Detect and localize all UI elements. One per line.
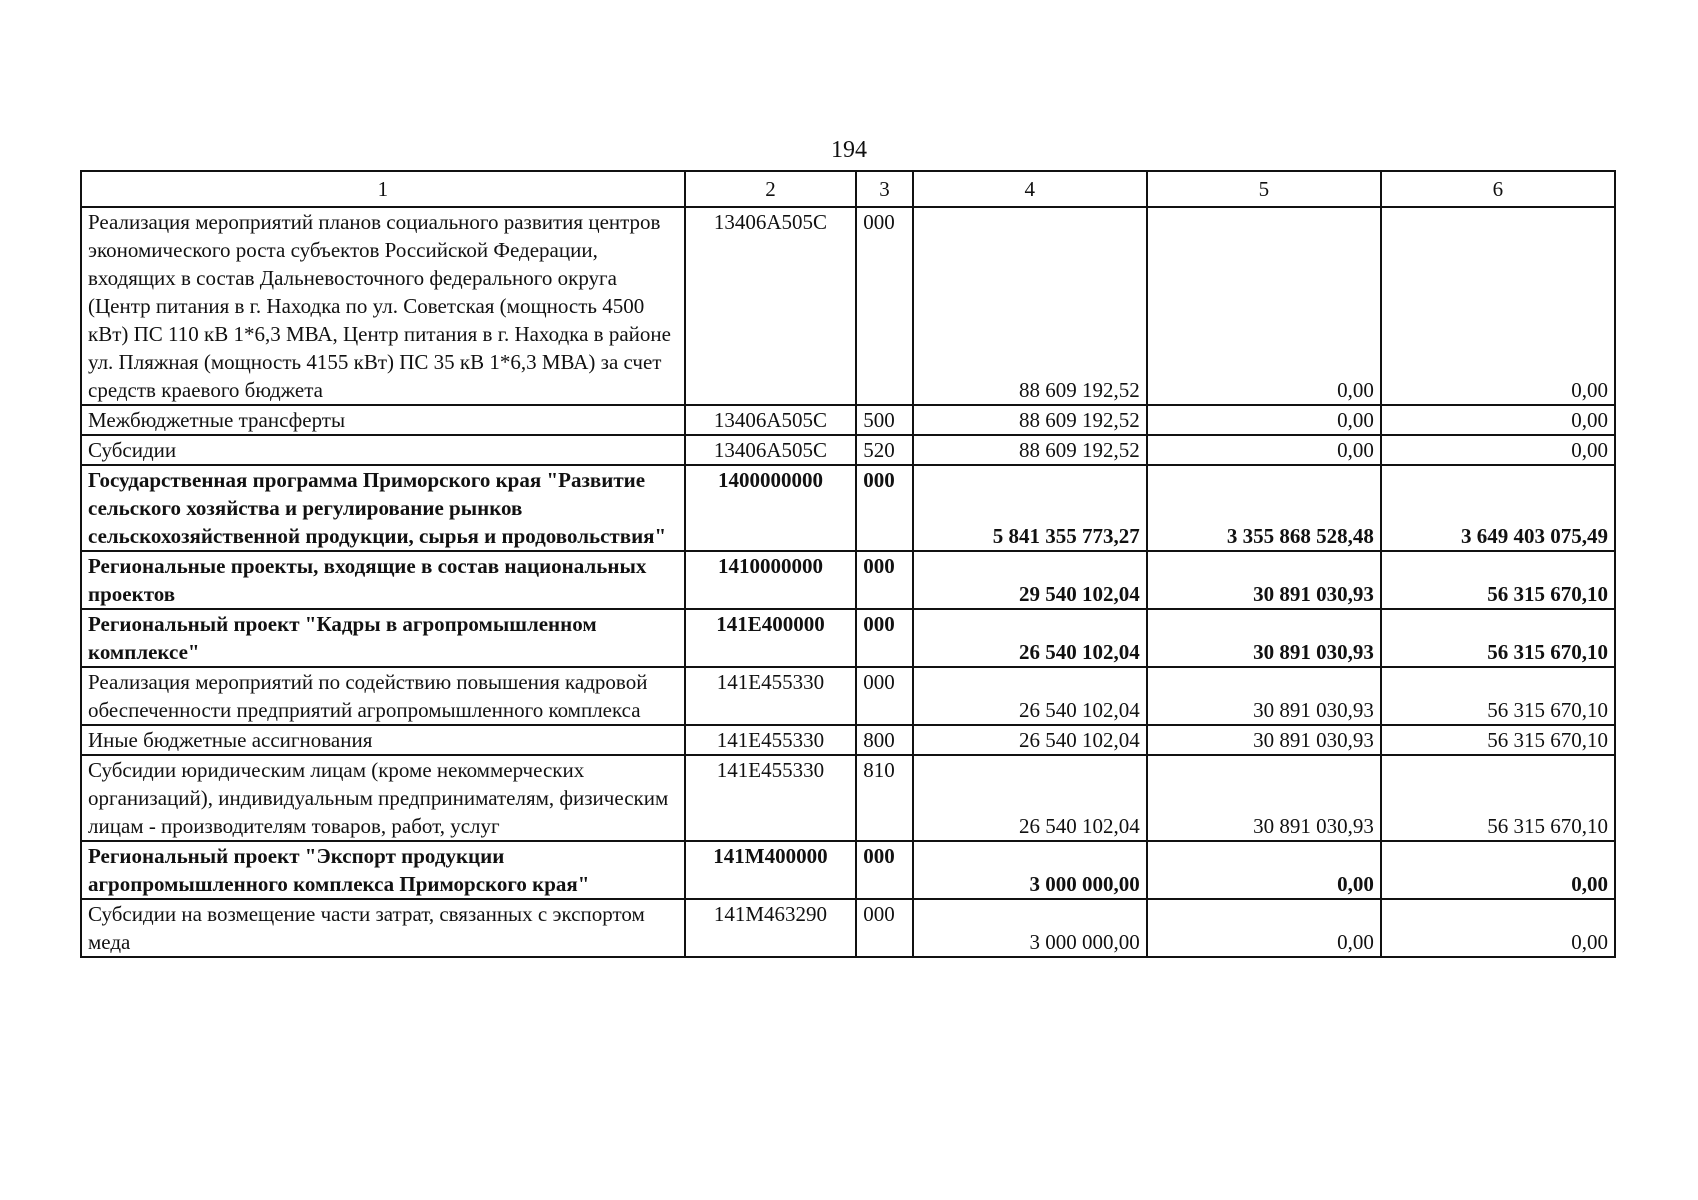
row-value-col4: 29 540 102,04 [913, 551, 1147, 609]
row-value-col6: 56 315 670,10 [1381, 609, 1615, 667]
row-name: Государственная программа Приморского края "Развитие сельского хозяйства и регулирование рынков сельскохозяйственной продукции, сырья и продовольствия" [81, 465, 685, 551]
row-value-col5: 0,00 [1147, 899, 1381, 957]
row-name: Реализация мероприятий по содействию повышения кадровой обеспеченности предприятий агропромышленного комплекса [81, 667, 685, 725]
row-target-code: 13406А505С [685, 405, 856, 435]
row-value-col4: 88 609 192,52 [913, 435, 1147, 465]
row-target-code: 13406А505С [685, 435, 856, 465]
header-cell-5: 5 [1147, 171, 1381, 207]
row-expense-type: 500 [856, 405, 912, 435]
row-expense-type: 000 [856, 207, 912, 405]
row-name: Региональные проекты, входящие в состав национальных проектов [81, 551, 685, 609]
row-value-col5: 30 891 030,93 [1147, 551, 1381, 609]
row-expense-type: 000 [856, 667, 912, 725]
row-value-col5: 3 355 868 528,48 [1147, 465, 1381, 551]
row-value-col6: 56 315 670,10 [1381, 667, 1615, 725]
row-name: Иные бюджетные ассигнования [81, 725, 685, 755]
row-value-col6: 56 315 670,10 [1381, 725, 1615, 755]
row-target-code: 141М463290 [685, 899, 856, 957]
row-value-col4: 26 540 102,04 [913, 609, 1147, 667]
row-name: Межбюджетные трансферты [81, 405, 685, 435]
row-value-col5: 30 891 030,93 [1147, 609, 1381, 667]
table-row [81, 435, 1615, 465]
header-cell-6: 6 [1381, 171, 1615, 207]
row-target-code: 1400000000 [685, 465, 856, 551]
row-name: Региональный проект "Экспорт продукции агропромышленного комплекса Приморского края" [81, 841, 685, 899]
row-value-col5: 30 891 030,93 [1147, 667, 1381, 725]
row-value-col6: 3 649 403 075,49 [1381, 465, 1615, 551]
row-expense-type: 000 [856, 899, 912, 957]
header-row [81, 171, 1615, 207]
row-value-col4: 26 540 102,04 [913, 667, 1147, 725]
row-target-code: 141Е455330 [685, 755, 856, 841]
row-expense-type: 800 [856, 725, 912, 755]
row-target-code: 13406А505С [685, 207, 856, 405]
page-number: 194 [831, 137, 867, 163]
header-cell-1: 1 [81, 171, 685, 207]
row-value-col6: 0,00 [1381, 841, 1615, 899]
row-target-code: 141М400000 [685, 841, 856, 899]
row-value-col6: 56 315 670,10 [1381, 551, 1615, 609]
row-value-col6: 0,00 [1381, 899, 1615, 957]
row-value-col4: 88 609 192,52 [913, 207, 1147, 405]
row-expense-type: 810 [856, 755, 912, 841]
row-expense-type: 000 [856, 609, 912, 667]
header-cell-2: 2 [685, 171, 856, 207]
table-row [81, 841, 1615, 899]
row-value-col6: 0,00 [1381, 435, 1615, 465]
table-row [81, 405, 1615, 435]
row-value-col6: 0,00 [1381, 207, 1615, 405]
row-value-col5: 0,00 [1147, 405, 1381, 435]
row-value-col5: 0,00 [1147, 841, 1381, 899]
row-name: Субсидии на возмещение части затрат, связанных с экспортом меда [81, 899, 685, 957]
row-name: Региональный проект "Кадры в агропромышленном комплексе" [81, 609, 685, 667]
row-name: Реализация мероприятий планов социального развития центров экономического роста субъектов Российской Федерации, входящих в состав Дальневосточного федерального округа (Центр питания в г. Находка по ул. Советская (мощность 4500 кВт) ПС 110 кВ 1*6,3 МВА, Центр питания в г. Находка в районе ул. Пляжная (мощность 4155 кВт) ПС 35 кВ 1*6,3 МВА) за счет средств краевого бюджета [81, 207, 685, 405]
row-value-col4: 3 000 000,00 [913, 899, 1147, 957]
row-value-col6: 0,00 [1381, 405, 1615, 435]
row-target-code: 1410000000 [685, 551, 856, 609]
row-value-col6: 56 315 670,10 [1381, 755, 1615, 841]
table-row [81, 465, 1615, 551]
budget-table [80, 170, 1616, 958]
row-value-col5: 30 891 030,93 [1147, 725, 1381, 755]
row-expense-type: 000 [856, 841, 912, 899]
row-expense-type: 000 [856, 465, 912, 551]
row-expense-type: 520 [856, 435, 912, 465]
table-row [81, 609, 1615, 667]
table-row [81, 725, 1615, 755]
row-value-col5: 0,00 [1147, 435, 1381, 465]
table-row [81, 551, 1615, 609]
row-value-col4: 26 540 102,04 [913, 755, 1147, 841]
row-value-col4: 26 540 102,04 [913, 725, 1147, 755]
row-expense-type: 000 [856, 551, 912, 609]
row-value-col5: 30 891 030,93 [1147, 755, 1381, 841]
row-value-col5: 0,00 [1147, 207, 1381, 405]
table-row [81, 667, 1615, 725]
table-row [81, 207, 1615, 405]
table-row [81, 899, 1615, 957]
row-target-code: 141Е455330 [685, 725, 856, 755]
row-name: Субсидии [81, 435, 685, 465]
row-value-col4: 5 841 355 773,27 [913, 465, 1147, 551]
table-row [81, 755, 1615, 841]
row-target-code: 141Е455330 [685, 667, 856, 725]
header-cell-4: 4 [913, 171, 1147, 207]
row-value-col4: 88 609 192,52 [913, 405, 1147, 435]
row-name: Субсидии юридическим лицам (кроме некоммерческих организаций), индивидуальным предпринимателям, физическим лицам - производителям товаров, работ, услуг [81, 755, 685, 841]
row-target-code: 141Е400000 [685, 609, 856, 667]
header-cell-3: 3 [856, 171, 912, 207]
row-value-col4: 3 000 000,00 [913, 841, 1147, 899]
